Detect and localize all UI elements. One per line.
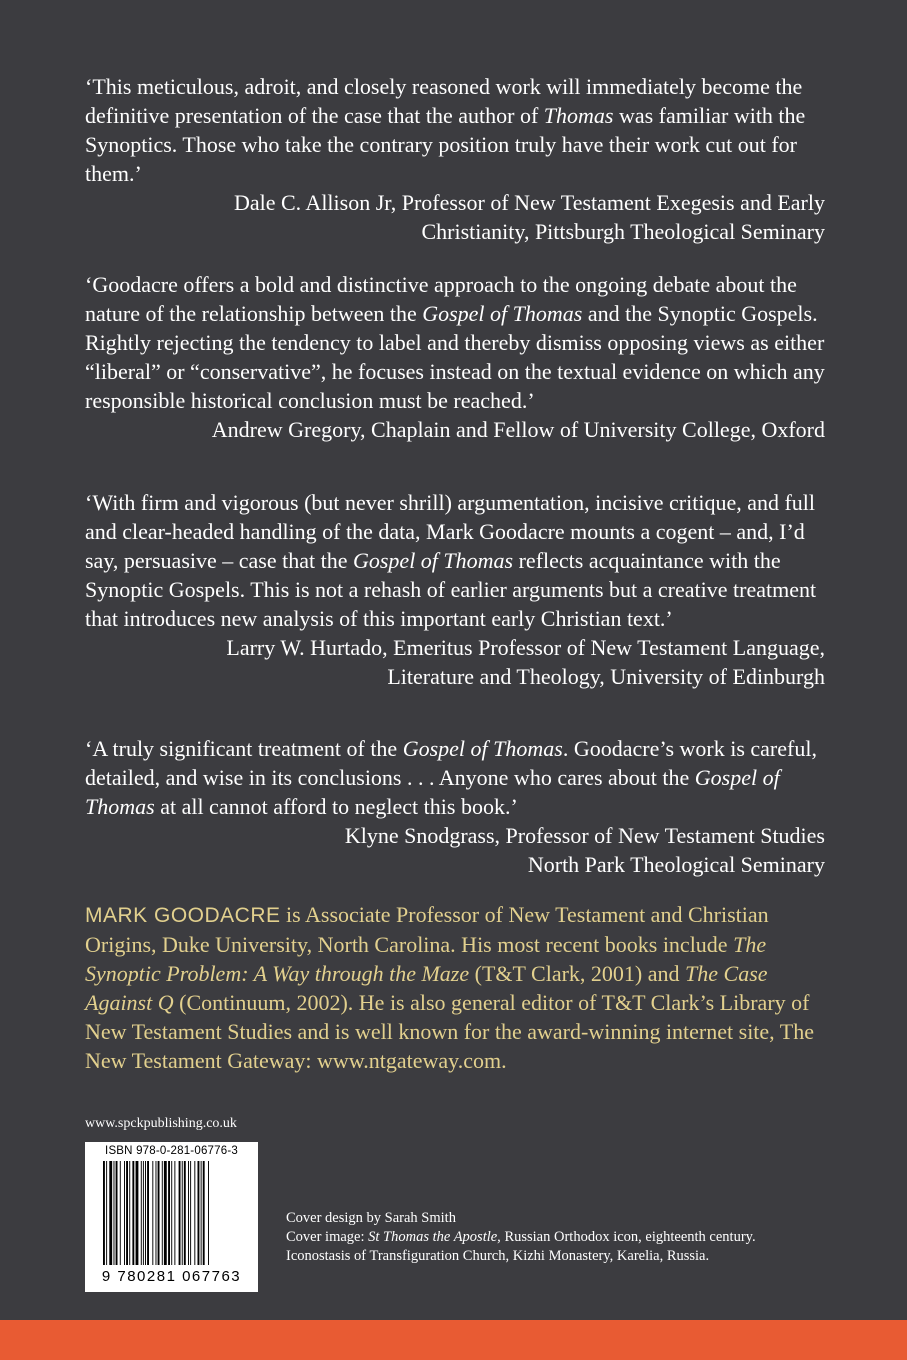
barcode-bar	[120, 1161, 121, 1265]
quote-text: ‘Goodacre offers a bold and distinctive approach to the ongoing debate about the nature of the relationship between the Gospel of Thomas and the Synoptic Gospels. Rightly rejecting the tendency to label and thereby dismiss opposing views as either “liberal” or “conservative”, he focuses instead on the textual evidence on which any responsible historical conclusion must be reached.’	[85, 272, 825, 413]
barcode-bar	[174, 1161, 175, 1265]
barcode-bar	[190, 1161, 191, 1265]
barcode-bar	[141, 1161, 142, 1265]
image-credit: Cover image: St Thomas the Apostle, Russian Orthodox icon, eighteenth century. Iconostasis of Transfiguration Church, Kizhi Monastery, Karelia, Russia.	[286, 1229, 756, 1264]
barcode-bar	[103, 1161, 105, 1265]
barcode-bar	[203, 1161, 205, 1265]
barcode-bar	[208, 1161, 209, 1265]
isbn-barcode	[85, 1142, 258, 1292]
barcode-bar	[201, 1161, 202, 1265]
quote-attribution: Andrew Gregory, Chaplain and Fellow of University College, Oxford	[211, 417, 825, 442]
barcode-bar	[116, 1161, 118, 1265]
cover-credits	[286, 1209, 806, 1266]
barcode-bar	[106, 1161, 107, 1265]
quote-text: ‘With firm and vigorous (but never shrill) argumentation, incisive critique, and full and clear-headed handling of the data, Mark Goodacre mounts a cogent – and, I’d say, persuasive – case that the Gospel of Thomas reflects acquaintance with the Synoptic Gospels. This is not a rehash of earlier arguments but a creative treatment that introduces new analysis of this important early Christian text.’	[85, 490, 817, 631]
barcode-bar	[194, 1161, 195, 1265]
barcode-bar	[158, 1161, 160, 1265]
barcode-bar	[129, 1161, 130, 1265]
design-credit: Cover design by Sarah Smith	[286, 1210, 456, 1226]
author-name: MARK GOODACRE	[85, 904, 281, 927]
barcode-bar	[179, 1161, 181, 1265]
barcode-bars	[103, 1161, 241, 1267]
endorsement-gregory	[85, 270, 825, 444]
barcode-bar	[184, 1161, 186, 1265]
barcode-bar	[198, 1161, 200, 1265]
endorsement-allison	[85, 72, 825, 246]
barcode-bar	[124, 1161, 125, 1265]
barcode-bar	[126, 1161, 128, 1265]
barcode-bar	[114, 1161, 115, 1265]
barcode-bar	[188, 1161, 189, 1265]
barcode-bar	[143, 1161, 144, 1265]
barcode-bar	[162, 1161, 163, 1265]
quote-attribution: Larry W. Hurtado, Emeritus Professor of New Testament Language, Literature and Theology, University of Edinburgh	[226, 635, 825, 689]
isbn-label: ISBN 978-0-281-06776-3	[105, 1145, 238, 1157]
barcode-bar	[171, 1161, 172, 1265]
endorsement-snodgrass	[85, 734, 825, 879]
quote-attribution: Dale C. Allison Jr, Professor of New Testament Exegesis and Early Christianity, Pittsburgh Theological Seminary	[233, 190, 825, 244]
endorsement-hurtado	[85, 488, 825, 691]
quote-text: ‘A truly significant treatment of the Gospel of Thomas. Goodacre’s work is careful, detailed, and wise in its conclusions . . . Anyone who cares about the Gospel of Thomas at all cannot afford to neglect this book.’	[85, 736, 817, 819]
barcode-bar	[145, 1161, 146, 1265]
barcode-bar	[164, 1161, 167, 1265]
quote-attribution: Klyne Snodgrass, Professor of New Testament Studies North Park Theological Seminary	[344, 823, 825, 877]
author-bio: MARK GOODACRE is Associate Professor of New Testament and Christian Origins, Duke University, North Carolina. His most recent books include The Synoptic Problem: A Way through the Maze (T&T Clark, 2001) and The Case Against Q (Continuum, 2002). He is also general editor of T&T Clark’s Library of New Testament Studies and is well known for the award-winning internet site, The New Testament Gateway: www.ntgateway.com.	[85, 902, 814, 1073]
publisher-website: www.spckpublishing.co.uk	[85, 1116, 237, 1131]
bottom-color-band	[0, 1320, 907, 1360]
barcode-bar	[109, 1161, 112, 1265]
barcode-bar	[132, 1161, 134, 1265]
quote-text: ‘This meticulous, adroit, and closely reasoned work will immediately become the definitive presentation of the case that the author of Thomas was familiar with the Synoptics. Those who take the contrary position truly have their work cut out for them.’	[85, 74, 806, 186]
barcode-bar	[182, 1161, 183, 1265]
barcode-number: 9 780281 067763	[101, 1268, 242, 1285]
barcode-bar	[152, 1161, 153, 1265]
barcode-bar	[147, 1161, 149, 1265]
barcode-bar	[168, 1161, 170, 1265]
barcode-bar	[156, 1161, 157, 1265]
barcode-bar	[136, 1161, 139, 1265]
